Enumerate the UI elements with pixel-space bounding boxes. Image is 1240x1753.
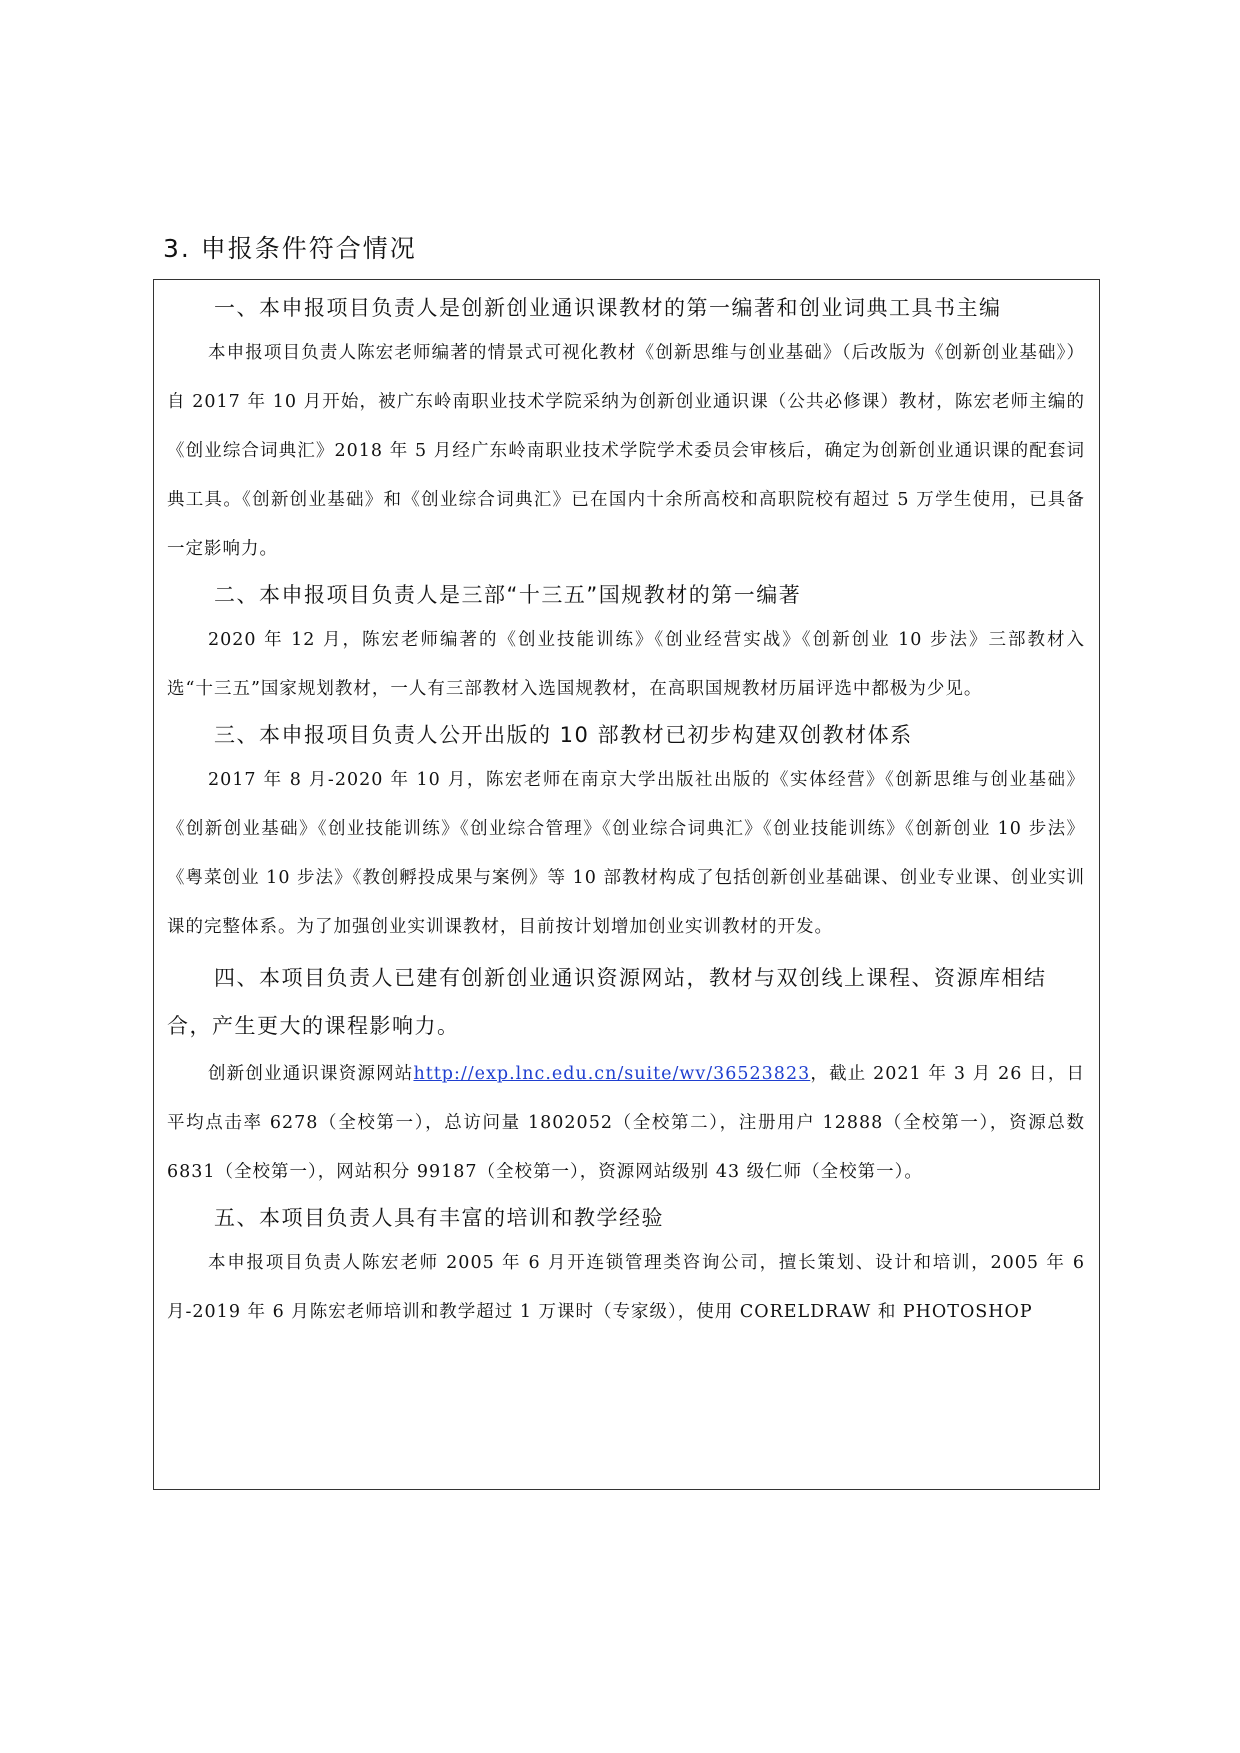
section-4-body-suffix: ，截止 2021 年 3 月 26 日，日平均点击率 6278（全校第一），总访问量 1802052（全校第二），注册用户 12888（全校第一），资源总数 6831（全校第一），网站积分 99187（全校第一），资源网站级别 43 级仁师（全校第一）。 (167, 1064, 1085, 1182)
section-1-body: 本申报项目负责人陈宏老师编著的情景式可视化教材《创新思维与创业基础》（后改版为《创新创业基础》）自 2017 年 10 月开始，被广东岭南职业技术学院采纳为创新创业通识课（公共必修课）教材，陈宏老师主编的《创业综合词典汇》2018 年 5 月经广东岭南职业技术学院学术委员会审核后，确定为创新创业通识课的配套词典工具。《创新创业基础》和《创业综合词典汇》已在国内十余所高校和高职院校有超过 5 万学生使用，已具备一定影响力。 (167, 343, 1085, 559)
resource-site-link[interactable]: http://exp.lnc.edu.cn/suite/wv/36523823 (413, 1064, 811, 1084)
section-3-body: 2017 年 8 月-2020 年 10 月，陈宏老师在南京大学出版社出版的《实体经营》《创新思维与创业基础》《创新创业基础》《创业技能训练》《创业综合管理》《创业综合词典汇》《创业技能训练》《创新创业 10 步法》《粤菜创业 10 步法》《教创孵投成果与案例》等 10 部教材构成了包括创新创业基础课、创业专业课、创业实训课的完整体系。为了加强创业实训课教材，目前按计划增加创业实训教材的开发。 (167, 770, 1085, 937)
section-5-body: 本申报项目负责人陈宏老师 2005 年 6 月开连锁管理类咨询公司，擅长策划、设计和培训，2005 年 6 月-2019 年 6 月陈宏老师培训和教学超过 1 万课时（专家级），使用 CORELDRAW 和 PHOTOSHOP (167, 1253, 1085, 1322)
section-5-title: 五、本项目负责人具有丰富的培训和教学经验 (214, 1206, 664, 1230)
section-4-body (167, 1050, 1085, 1197)
section-2-title: 二、本申报项目负责人是三部“十三五”国规教材的第一编著 (214, 583, 802, 607)
conditions-content (167, 287, 1085, 1337)
section-3-title: 三、本申报项目负责人公开出版的 10 部教材已初步构建双创教材体系 (214, 723, 913, 747)
section-4-title: 四、本项目负责人已建有创新创业通识资源网站，教材与双创线上课程、资源库相结合，产生更大的课程影响力。 (167, 966, 1047, 1038)
section-2-body: 2020 年 12 月，陈宏老师编著的《创业技能训练》《创业经营实战》《创新创业 10 步法》三部教材入选“十三五”国家规划教材，一人有三部教材入选国规教材，在高职国规教材历届评选中都极为少见。 (167, 630, 1085, 699)
section-4-body-prefix: 创新创业通识课资源网站 (208, 1064, 414, 1084)
page-title: 3. 申报条件符合情况 (163, 234, 417, 263)
section-1-title: 一、本申报项目负责人是创新创业通识课教材的第一编著和创业词典工具书主编 (214, 296, 1002, 320)
